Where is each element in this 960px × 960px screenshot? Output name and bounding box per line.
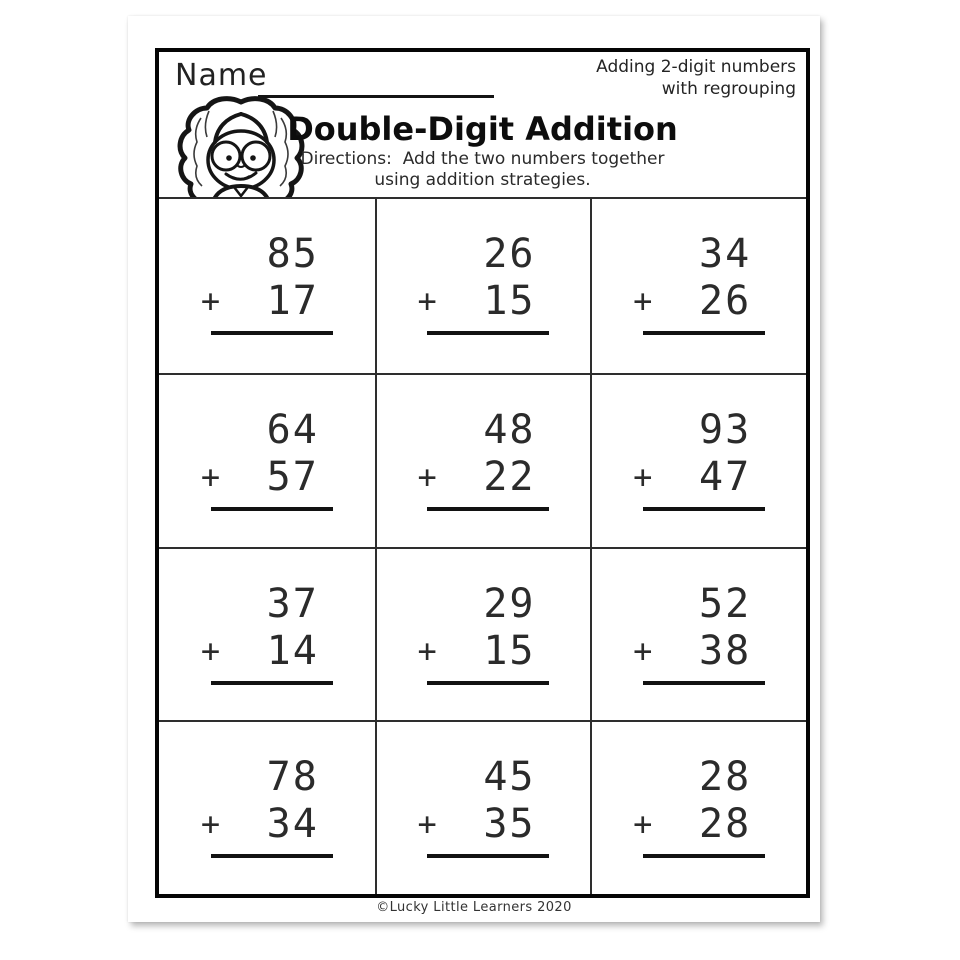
problem-cell bbox=[590, 547, 806, 721]
addend-top: 29 bbox=[483, 580, 536, 627]
directions-line1: Directions: Add the two numbers together bbox=[300, 149, 665, 169]
plus-operator: + bbox=[200, 457, 221, 496]
addition-problem bbox=[633, 756, 765, 858]
plus-operator: + bbox=[200, 631, 221, 670]
copyright-footer: ©Lucky Little Learners 2020 bbox=[376, 900, 572, 915]
answer-blank-line bbox=[211, 681, 333, 685]
plus-operator: + bbox=[417, 457, 437, 496]
problem-cell bbox=[159, 547, 375, 721]
problem-cell bbox=[590, 199, 806, 373]
problem-cell bbox=[159, 199, 375, 373]
addend-bottom-row bbox=[200, 453, 333, 500]
addend-bottom-row bbox=[201, 280, 333, 322]
addend-bottom: 26 bbox=[698, 278, 752, 324]
plus-operator: + bbox=[417, 282, 437, 320]
addend-bottom: 38 bbox=[698, 627, 752, 674]
answer-blank-line bbox=[211, 331, 333, 335]
directions-line2: using addition strategies. bbox=[374, 170, 591, 191]
answer-blank-line bbox=[211, 854, 333, 858]
answer-blank-line bbox=[643, 507, 765, 511]
answer-blank-line bbox=[427, 507, 549, 511]
plus-operator: + bbox=[417, 631, 437, 670]
problem-cell bbox=[590, 373, 806, 547]
problem-cell bbox=[159, 720, 375, 894]
addend-bottom-row bbox=[200, 801, 333, 848]
addition-problem bbox=[417, 756, 549, 858]
answer-blank-line bbox=[427, 331, 549, 335]
answer-blank-line bbox=[643, 854, 765, 858]
plus-operator: + bbox=[200, 805, 221, 844]
topic-caption bbox=[596, 57, 796, 101]
name-label: Name bbox=[175, 58, 268, 93]
plus-operator: + bbox=[200, 282, 221, 320]
answer-blank-line bbox=[427, 854, 549, 858]
problems-grid bbox=[159, 197, 806, 894]
addend-bottom: 28 bbox=[698, 801, 752, 848]
plus-operator: + bbox=[633, 282, 653, 320]
addend-bottom: 35 bbox=[483, 801, 536, 848]
worksheet-sheet bbox=[128, 16, 820, 922]
plus-operator: + bbox=[633, 457, 653, 496]
addend-bottom-row bbox=[200, 627, 333, 674]
addition-problem bbox=[201, 756, 333, 858]
addend-bottom: 15 bbox=[483, 278, 536, 324]
addend-top: 48 bbox=[483, 406, 536, 453]
addend-top: 34 bbox=[698, 231, 752, 277]
addend-top: 93 bbox=[698, 406, 752, 453]
addition-problem bbox=[417, 406, 549, 511]
addend-top: 28 bbox=[698, 754, 752, 801]
addend-bottom: 17 bbox=[266, 278, 319, 324]
plus-operator: + bbox=[417, 805, 437, 844]
answer-blank-line bbox=[427, 681, 549, 685]
worksheet-frame bbox=[155, 48, 810, 898]
addend-top: 85 bbox=[266, 231, 319, 277]
addition-problem bbox=[200, 406, 333, 511]
addend-bottom-row bbox=[633, 801, 765, 848]
addition-problem bbox=[200, 580, 333, 685]
addition-problem bbox=[633, 233, 765, 335]
addend-bottom: 57 bbox=[266, 453, 319, 500]
addend-bottom: 14 bbox=[266, 627, 319, 674]
addend-bottom-row bbox=[633, 453, 765, 500]
worksheet-title: Double-Digit Addition bbox=[287, 110, 678, 148]
problem-cell bbox=[375, 373, 591, 547]
topic-line2: with regrouping bbox=[661, 78, 796, 99]
addend-top: 45 bbox=[483, 754, 536, 801]
addition-problem bbox=[417, 233, 549, 335]
addend-top: 26 bbox=[483, 231, 536, 277]
addend-top: 52 bbox=[698, 580, 752, 627]
addend-bottom: 47 bbox=[698, 453, 752, 500]
addend-bottom-row bbox=[633, 280, 765, 322]
problem-cell bbox=[375, 199, 591, 373]
addition-problem bbox=[633, 406, 765, 511]
problem-cell bbox=[375, 720, 591, 894]
addend-bottom: 22 bbox=[483, 453, 536, 500]
answer-blank-line bbox=[211, 507, 333, 511]
problem-cell bbox=[590, 720, 806, 894]
directions-text bbox=[159, 149, 806, 191]
addend-top: 37 bbox=[266, 580, 319, 627]
addend-bottom-row bbox=[417, 280, 549, 322]
addend-bottom: 15 bbox=[483, 627, 536, 674]
worksheet-header bbox=[159, 52, 806, 197]
answer-blank-line bbox=[643, 681, 765, 685]
answer-blank-line bbox=[643, 331, 765, 335]
plus-operator: + bbox=[633, 805, 653, 844]
problem-cell bbox=[159, 373, 375, 547]
problem-cell bbox=[375, 547, 591, 721]
addend-bottom-row bbox=[417, 453, 549, 500]
addend-top: 78 bbox=[266, 754, 319, 801]
addend-bottom-row bbox=[417, 627, 549, 674]
addend-bottom-row bbox=[633, 627, 765, 674]
addition-problem bbox=[417, 580, 549, 685]
plus-operator: + bbox=[633, 631, 653, 670]
addend-bottom-row bbox=[417, 801, 549, 848]
addition-problem bbox=[633, 580, 765, 685]
topic-line1: Adding 2-digit numbers bbox=[596, 57, 796, 77]
addition-problem bbox=[201, 233, 333, 335]
addend-top: 64 bbox=[266, 406, 319, 453]
addend-bottom: 34 bbox=[266, 801, 319, 848]
